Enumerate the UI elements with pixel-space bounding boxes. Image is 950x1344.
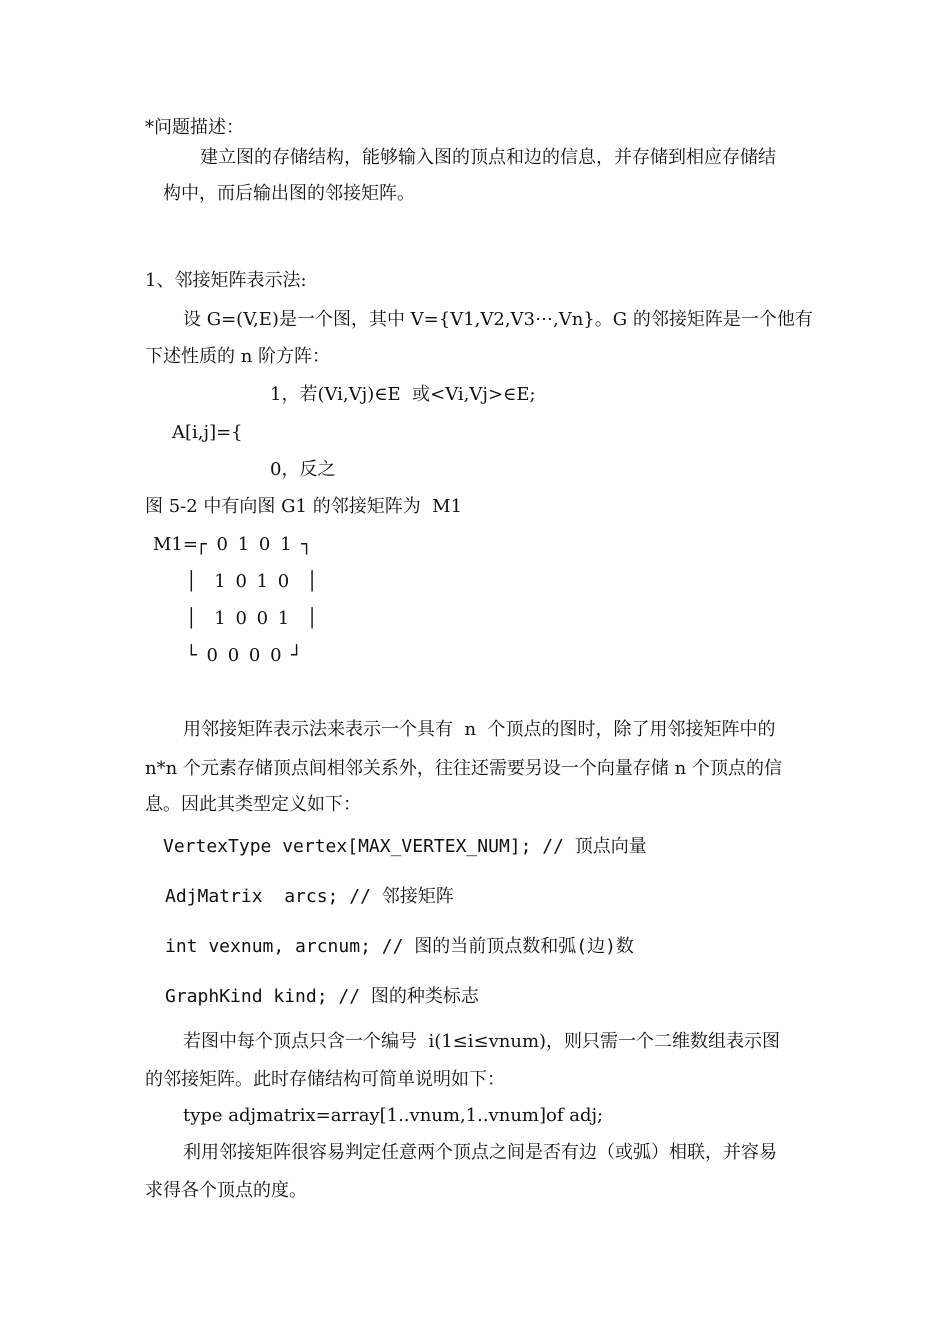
matrix-row: │ 1 0 1 0 │: [186, 571, 320, 592]
matrix-row: │ 1 0 0 1 │: [186, 608, 320, 629]
paragraph3-line2: 的邻接矩阵。此时存储结构可简单说明如下：: [145, 1069, 505, 1090]
section-title: 1、邻接矩阵表示法:: [145, 270, 307, 291]
code-line: AdjMatrix arcs; // 邻接矩阵: [165, 886, 454, 907]
problem-desc-line2: 构中，而后输出图的邻接矩阵。: [163, 183, 415, 204]
matrix-row: ┌ 0 1 0 1 ┐: [196, 534, 315, 555]
formula-lhs: A[i,j]={: [172, 422, 243, 443]
paragraph3-line1: 若图中每个顶点只含一个编号 i(1≤i≤vnum)，则只需一个二维数组表示图: [183, 1031, 781, 1052]
code-line: VertexType vertex[MAX_VERTEX_NUM]; // 顶点向量: [163, 836, 647, 857]
figure-caption: 图 5-2 中有向图 G1 的邻接矩阵为 M1: [145, 496, 463, 517]
definition-line1: 设 G=(V,E)是一个图，其中 V={V1,V2,V3⋯,Vn}。G 的邻接矩阵是一个他有: [183, 309, 813, 330]
problem-heading: *问题描述：: [145, 117, 244, 138]
paragraph4-line1: 利用邻接矩阵很容易判定任意两个顶点之间是否有边（或弧）相联，并容易: [183, 1142, 777, 1163]
formula-case2: 0，反之: [270, 459, 336, 480]
type-declaration: type adjmatrix=array[1..vnum,1..vnum]of adj;: [183, 1105, 604, 1126]
definition-line2: 下述性质的 n 阶方阵：: [145, 346, 331, 367]
paragraph2-line1: 用邻接矩阵表示法来表示一个具有 n 个顶点的图时，除了用邻接矩阵中的: [183, 719, 776, 740]
paragraph4-line2: 求得各个顶点的度。: [145, 1180, 307, 1201]
code-line: GraphKind kind; // 图的种类标志: [165, 986, 479, 1007]
paragraph2-line3: 息。因此其类型定义如下：: [145, 794, 361, 815]
paragraph2-line2: n*n 个元素存储顶点间相邻关系外，往往还需要另设一个向量存储 n 个顶点的信: [145, 758, 782, 779]
problem-desc-line1: 建立图的存储结构，能够输入图的顶点和边的信息，并存储到相应存储结: [200, 147, 776, 168]
code-line: int vexnum, arcnum; // 图的当前顶点数和弧(边)数: [165, 936, 634, 957]
matrix-label: M1=: [153, 534, 198, 555]
formula-case1: 1，若(Vi,Vj)∈E 或<Vi,Vj>∈E;: [270, 384, 536, 405]
matrix-row: └ 0 0 0 0 ┘: [186, 645, 305, 666]
